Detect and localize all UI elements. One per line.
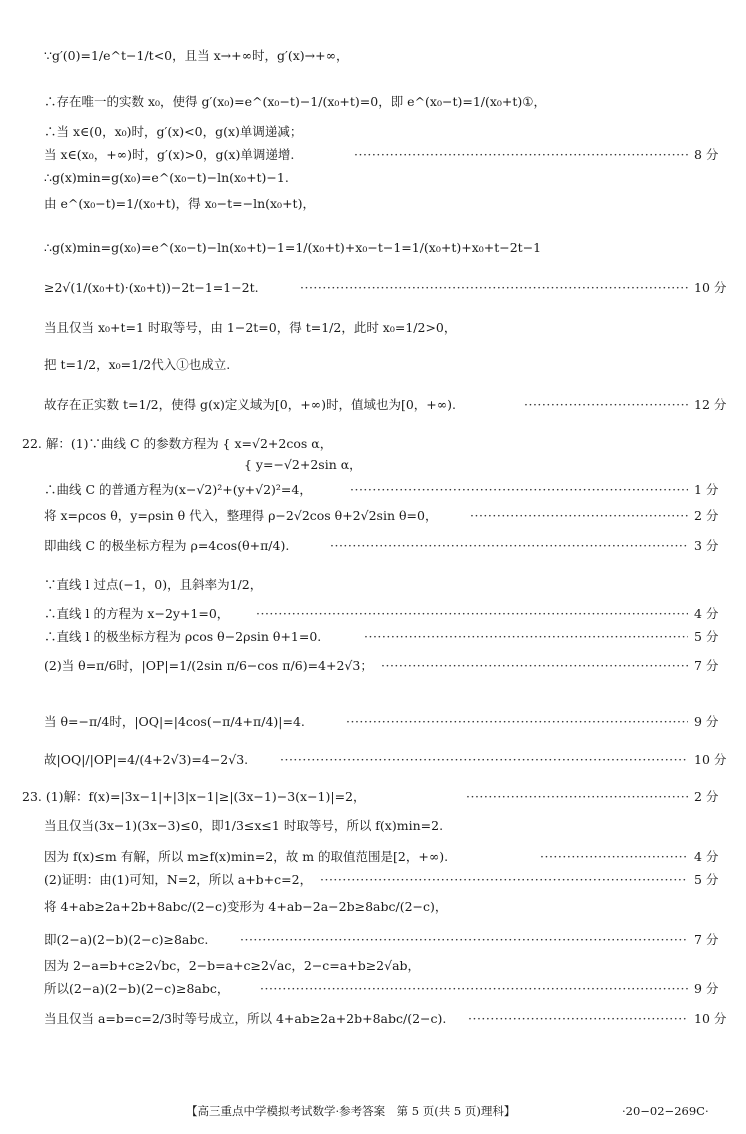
line-text: { y=−√2+2sin α， xyxy=(244,457,362,472)
dot-leader xyxy=(260,981,688,997)
score-label: 3 分 xyxy=(694,538,719,553)
line-text: ∴g(x)min=g(x₀)=e^(x₀−t)−ln(x₀+t)−1. xyxy=(44,170,289,185)
line-text: 当且仅当(3x−1)(3x−3)≤0，即1/3≤x≤1 时取等号，所以 f(x)min=2. xyxy=(44,818,444,833)
line-text: 23. (1)解：f(x)=|3x−1|+|3|x−1|≥|(3x−1)−3(x−1)|=2， xyxy=(22,789,366,804)
line-text: 故存在正实数 t=1/2，使得 g(x)定义域为[0，+∞)时，值域也为[0，+∞). xyxy=(44,397,457,412)
line-text: 当且仅当 a=b=c=2/3时等号成立，所以 4+ab≥2a+2b+8abc/(2−c). xyxy=(44,1011,447,1026)
score-label: 10 分 xyxy=(694,280,727,295)
score-label: 7 分 xyxy=(694,932,719,947)
score-label: 10 分 xyxy=(694,1011,727,1026)
dot-leader xyxy=(330,538,688,554)
line-text: ≥2√(1/(x₀+t)·(x₀+t))−2t−1=1−2t. xyxy=(44,280,259,295)
line-text: 22. 解：(1)∵曲线 C 的参数方程为 { x=√2+2cos α， xyxy=(22,436,333,451)
dot-leader xyxy=(524,397,688,413)
line-text: 把 t=1/2，x₀=1/2代入①也成立. xyxy=(44,357,231,372)
line-text: ∴当 x∈(0，x₀)时，g′(x)<0，g(x)单调递减； xyxy=(44,124,303,139)
score-label: 2 分 xyxy=(694,789,719,804)
dot-leader xyxy=(256,606,688,622)
dot-leader xyxy=(346,714,688,730)
line-text: ∴直线 l 的方程为 x−2y+1=0， xyxy=(44,606,230,621)
dot-leader xyxy=(381,658,688,674)
dot-leader xyxy=(280,752,688,768)
line-text: 所以(2−a)(2−b)(2−c)≥8abc， xyxy=(44,981,230,996)
score-label: 7 分 xyxy=(694,658,719,673)
line-text: ∴g(x)min=g(x₀)=e^(x₀−t)−ln(x₀+t)−1=1/(x₀+t)+x₀−t−1=1/(x₀+t)+x₀+t−2t−1 xyxy=(44,240,542,255)
line-text: ∴曲线 C 的普通方程为(x−√2)²+(y+√2)²=4， xyxy=(44,482,312,497)
score-label: 2 分 xyxy=(694,508,719,523)
dot-leader xyxy=(466,789,688,805)
line-text: 将 x=ρcos θ，y=ρsin θ 代入，整理得 ρ−2√2cos θ+2√2sin θ=0， xyxy=(44,508,438,523)
score-label: 1 分 xyxy=(694,482,719,497)
score-label: 8 分 xyxy=(694,147,719,162)
score-label: 5 分 xyxy=(694,629,719,644)
dot-leader xyxy=(300,280,688,296)
line-text: 当且仅当 x₀+t=1 时取等号，由 1−2t=0，得 t=1/2，此时 x₀=1/2>0， xyxy=(44,320,457,335)
dot-leader xyxy=(354,147,688,163)
line-text: (2)证明：由(1)可知，N=2，所以 a+b+c=2， xyxy=(44,872,313,887)
line-text: 将 4+ab≥2a+2b+8abc/(2−c)变形为 4+ab−2a−2b≥8abc/(2−c)， xyxy=(44,899,448,914)
line-text: 当 x∈(x₀，+∞)时，g′(x)>0，g(x)单调递增. xyxy=(44,147,295,162)
score-label: 12 分 xyxy=(694,397,727,412)
dot-leader xyxy=(468,1011,688,1027)
footer-code: ·20−02−269C· xyxy=(622,1104,709,1118)
line-text: (2)当 θ=π/6时，|OP|=1/(2sin π/6−cos π/6)=4+2√3； xyxy=(44,658,373,673)
dot-leader xyxy=(540,849,688,865)
score-label: 4 分 xyxy=(694,849,719,864)
dot-leader xyxy=(240,932,688,948)
score-label: 9 分 xyxy=(694,714,719,729)
line-text: 故|OQ|/|OP|=4/(4+2√3)=4−2√3. xyxy=(44,752,249,767)
line-text: ∵直线 l 过点(−1，0)，且斜率为1/2， xyxy=(44,577,263,592)
dot-leader xyxy=(470,508,688,524)
line-text: 因为 2−a=b+c≥2√bc，2−b=a+c≥2√ac，2−c=a+b≥2√ab， xyxy=(44,958,421,973)
line-text: ∴直线 l 的极坐标方程为 ρcos θ−2ρsin θ+1=0. xyxy=(44,629,322,644)
line-text: ∴存在唯一的实数 x₀，使得 g′(x₀)=e^(x₀−t)−1/(x₀+t)=0，即 e^(x₀−t)=1/(x₀+t)①， xyxy=(44,94,547,109)
line-text: 即(2−a)(2−b)(2−c)≥8abc. xyxy=(44,932,209,947)
line-text: ∵g′(0)=1/e^t−1/t<0，且当 x→+∞时，g′(x)→+∞， xyxy=(44,48,349,63)
line-text: 即曲线 C 的极坐标方程为 ρ=4cos(θ+π/4). xyxy=(44,538,290,553)
line-text: 因为 f(x)≤m 有解，所以 m≥f(x)min=2，故 m 的取值范围是[2，+∞). xyxy=(44,849,449,864)
footer-title: 【高三重点中学模拟考试数学·参考答案 第 5 页(共 5 页)理科】 xyxy=(186,1104,516,1118)
score-label: 9 分 xyxy=(694,981,719,996)
score-label: 4 分 xyxy=(694,606,719,621)
score-label: 10 分 xyxy=(694,752,727,767)
dot-leader xyxy=(364,629,688,645)
dot-leader xyxy=(350,482,688,498)
line-text: 当 θ=−π/4时，|OQ|=|4cos(−π/4+π/4)|=4. xyxy=(44,714,305,729)
score-label: 5 分 xyxy=(694,872,719,887)
dot-leader xyxy=(320,872,688,888)
line-text: 由 e^(x₀−t)=1/(x₀+t)，得 x₀−t=−ln(x₀+t)， xyxy=(44,196,315,211)
